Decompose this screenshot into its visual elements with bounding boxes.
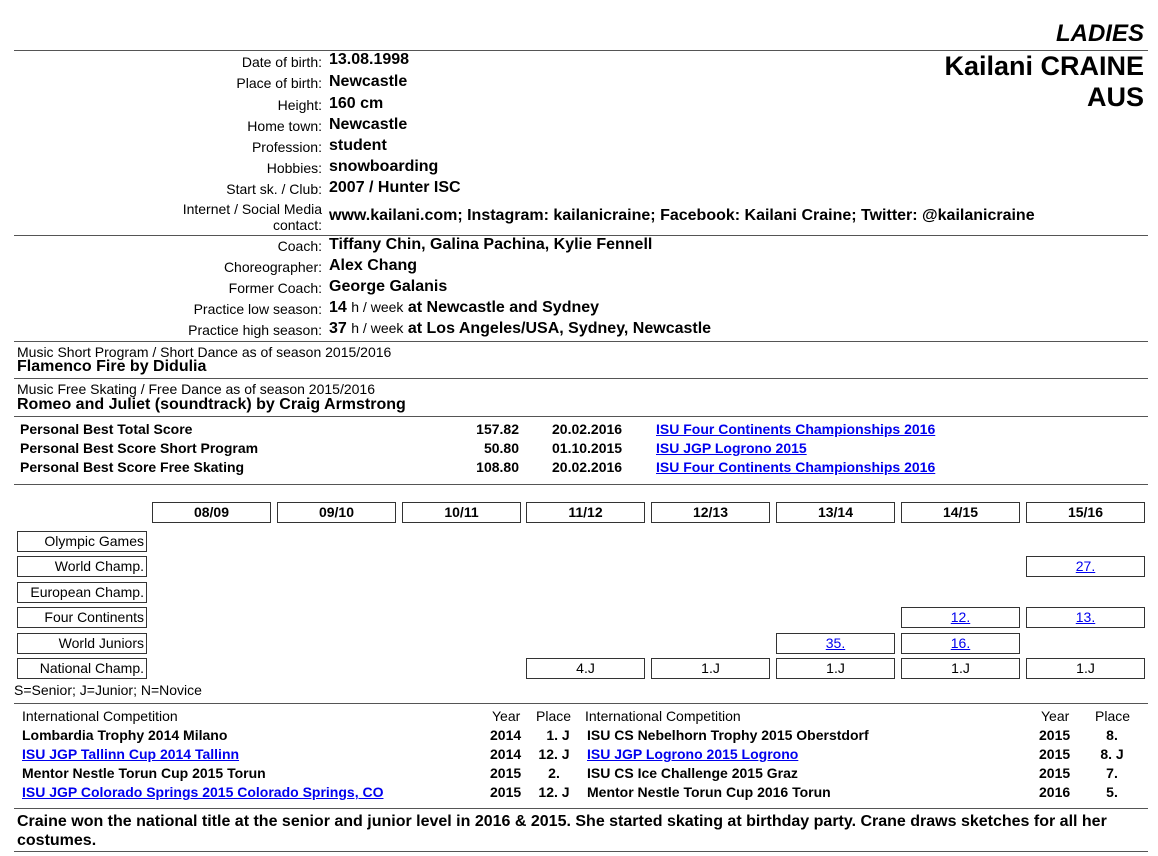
result-cell	[901, 607, 1020, 628]
intl-right-header: International Competition	[585, 708, 741, 724]
world-champ-label: World Champ.	[17, 556, 147, 577]
practice-low-value	[329, 299, 599, 317]
intl-right-name: ISU CS Nebelhorn Trophy 2015 Oberstdorf	[587, 727, 869, 743]
intl-left-year: 2015	[490, 765, 522, 781]
result-link[interactable]: 27.	[1075, 558, 1096, 574]
birthplace-value: Newcastle	[329, 73, 408, 90]
divider	[14, 484, 1148, 485]
intl-left-name: Lombardia Trophy 2014 Milano	[22, 727, 228, 743]
intl-right-place-header: Place	[1095, 708, 1131, 724]
social-label-line1: Internet / Social Media	[182, 201, 322, 217]
practice-high-place: at Los Angeles/USA, Sydney, Newcastle	[407, 320, 712, 337]
divider	[14, 808, 1148, 809]
start-club-label: Start sk. / Club:	[226, 181, 322, 197]
olympic-games-label: Olympic Games	[17, 531, 147, 552]
result-cell	[776, 633, 895, 654]
intl-right-place: 7.	[1106, 765, 1118, 781]
practice-low-unit: h / week	[351, 299, 404, 315]
pb-short-event-link[interactable]: ISU JGP Logrono 2015	[656, 440, 807, 456]
biography-notes: Craine won the national title at the senior and junior level in 2016 & 2015. She started skating at birthday party. Crane draws sketches for all her costumes.	[17, 813, 1107, 849]
season-header: 15/16	[1026, 502, 1145, 523]
hometown-value: Newcastle	[329, 116, 408, 133]
pb-total-event-link[interactable]: ISU Four Continents Championships 2016	[656, 421, 936, 437]
divider	[14, 378, 1148, 379]
intl-left-place: 1. J	[546, 727, 570, 743]
coach-value: Tiffany Chin, Galina Pachina, Kylie Fennell	[329, 236, 653, 253]
season-header: 09/10	[277, 502, 396, 523]
pb-short-score: 50.80	[483, 440, 519, 456]
national-champ-label: National Champ.	[17, 658, 147, 679]
pb-total-label: Personal Best Total Score	[20, 421, 193, 437]
choreographer-label: Choreographer:	[223, 259, 322, 275]
pb-total-score: 157.82	[476, 421, 519, 437]
european-champ-label: European Champ.	[17, 582, 147, 603]
hometown-label: Home town:	[247, 118, 322, 134]
intl-left-place-header: Place	[536, 708, 572, 724]
intl-left-place: 12. J	[538, 784, 570, 800]
result-cell	[1026, 556, 1145, 577]
pb-free-event-link[interactable]: ISU Four Continents Championships 2016	[656, 459, 936, 475]
skater-nation: AUS	[1086, 82, 1144, 112]
profession-label: Profession:	[251, 139, 322, 155]
season-header: 10/11	[402, 502, 521, 523]
season-header: 11/12	[526, 502, 645, 523]
intl-right-link[interactable]: ISU JGP Logrono 2015 Logrono	[587, 746, 799, 762]
height-label: Height:	[277, 97, 322, 113]
music-short-title: Flamenco Fire by Didulia	[17, 358, 207, 375]
result-link[interactable]: 35.	[825, 635, 846, 651]
four-continents-label: Four Continents	[17, 607, 147, 628]
former-coach-value: George Galanis	[329, 278, 448, 295]
season-header: 08/09	[152, 502, 271, 523]
intl-right-place: 8. J	[1100, 746, 1124, 762]
intl-right-place: 5.	[1106, 784, 1118, 800]
result-cell: 1.J	[776, 658, 895, 679]
intl-right-year: 2015	[1039, 727, 1071, 743]
divider	[14, 416, 1148, 417]
music-free-title: Romeo and Juliet (soundtrack) by Craig Armstrong	[17, 396, 406, 413]
intl-left-year: 2014	[490, 727, 522, 743]
result-link[interactable]: 16.	[950, 635, 971, 651]
divider	[14, 851, 1148, 852]
level-legend: S=Senior; J=Junior; N=Novice	[14, 682, 202, 698]
birthplace-label: Place of birth:	[236, 75, 322, 91]
hobbies-label: Hobbies:	[266, 160, 322, 176]
pb-total-date: 20.02.2016	[552, 421, 623, 437]
pb-free-label: Personal Best Score Free Skating	[20, 459, 245, 475]
profession-value: student	[329, 137, 387, 154]
result-link[interactable]: 13.	[1075, 609, 1096, 625]
dob-value: 13.08.1998	[329, 51, 410, 68]
intl-right-place: 8.	[1106, 727, 1118, 743]
social-value: www.kailani.com; Instagram: kailanicraine; Facebook: Kailani Craine; Twitter: @kailanicraine	[329, 207, 1035, 224]
result-cell: 1.J	[651, 658, 770, 679]
practice-low-label: Practice low season:	[193, 301, 322, 317]
intl-right-year-header: Year	[1041, 708, 1070, 724]
category-title: LADIES	[1055, 20, 1144, 47]
intl-left-place: 2.	[548, 765, 560, 781]
result-cell: 1.J	[1026, 658, 1145, 679]
social-label-line2: contact:	[272, 217, 322, 233]
pb-short-label: Personal Best Score Short Program	[20, 440, 259, 456]
practice-high-unit: h / week	[351, 320, 404, 336]
practice-high-label: Practice high season:	[188, 322, 322, 338]
season-header: 14/15	[901, 502, 1020, 523]
intl-right-name: ISU CS Ice Challenge 2015 Graz	[587, 765, 798, 781]
practice-high-value	[329, 320, 711, 338]
result-link[interactable]: 12.	[950, 609, 971, 625]
practice-low-place: at Newcastle and Sydney	[407, 299, 600, 316]
practice-high-hours: 37	[329, 320, 347, 337]
skater-name: Kailani CRAINE	[944, 51, 1144, 81]
height-value: 160 cm	[329, 95, 384, 112]
music-short-label: Music Short Program / Short Dance as of season 2015/2016	[17, 344, 392, 360]
pb-free-date: 20.02.2016	[552, 459, 623, 475]
intl-right-name: Mentor Nestle Torun Cup 2016 Torun	[587, 784, 831, 800]
practice-low-hours: 14	[329, 299, 347, 316]
former-coach-label: Former Coach:	[228, 280, 322, 296]
season-header: 13/14	[776, 502, 895, 523]
divider	[14, 341, 1148, 342]
intl-right-year: 2015	[1039, 746, 1071, 762]
hobbies-value: snowboarding	[329, 158, 439, 175]
world-juniors-label: World Juniors	[17, 633, 147, 654]
result-cell: 4.J	[526, 658, 645, 679]
intl-left-name: Mentor Nestle Torun Cup 2015 Torun	[22, 765, 266, 781]
season-header: 12/13	[651, 502, 770, 523]
intl-right-year: 2015	[1039, 765, 1071, 781]
divider	[14, 703, 1148, 704]
start-club-value: 2007 / Hunter ISC	[329, 179, 461, 196]
music-free-label: Music Free Skating / Free Dance as of season 2015/2016	[17, 381, 375, 397]
intl-right-year: 2016	[1039, 784, 1071, 800]
intl-left-year: 2015	[490, 784, 522, 800]
intl-left-link[interactable]: ISU JGP Tallinn Cup 2014 Tallinn	[22, 746, 240, 762]
intl-left-year-header: Year	[492, 708, 521, 724]
intl-left-header: International Competition	[22, 708, 178, 724]
coach-label: Coach:	[277, 238, 322, 254]
dob-label: Date of birth:	[241, 54, 322, 70]
result-cell	[901, 633, 1020, 654]
intl-left-place: 12. J	[538, 746, 570, 762]
choreographer-value: Alex Chang	[329, 257, 418, 274]
pb-free-score: 108.80	[476, 459, 519, 475]
pb-short-date: 01.10.2015	[552, 440, 623, 456]
result-cell	[1026, 607, 1145, 628]
intl-left-link[interactable]: ISU JGP Colorado Springs 2015 Colorado Springs, CO	[22, 784, 384, 800]
intl-left-year: 2014	[490, 746, 522, 762]
result-cell: 1.J	[901, 658, 1020, 679]
